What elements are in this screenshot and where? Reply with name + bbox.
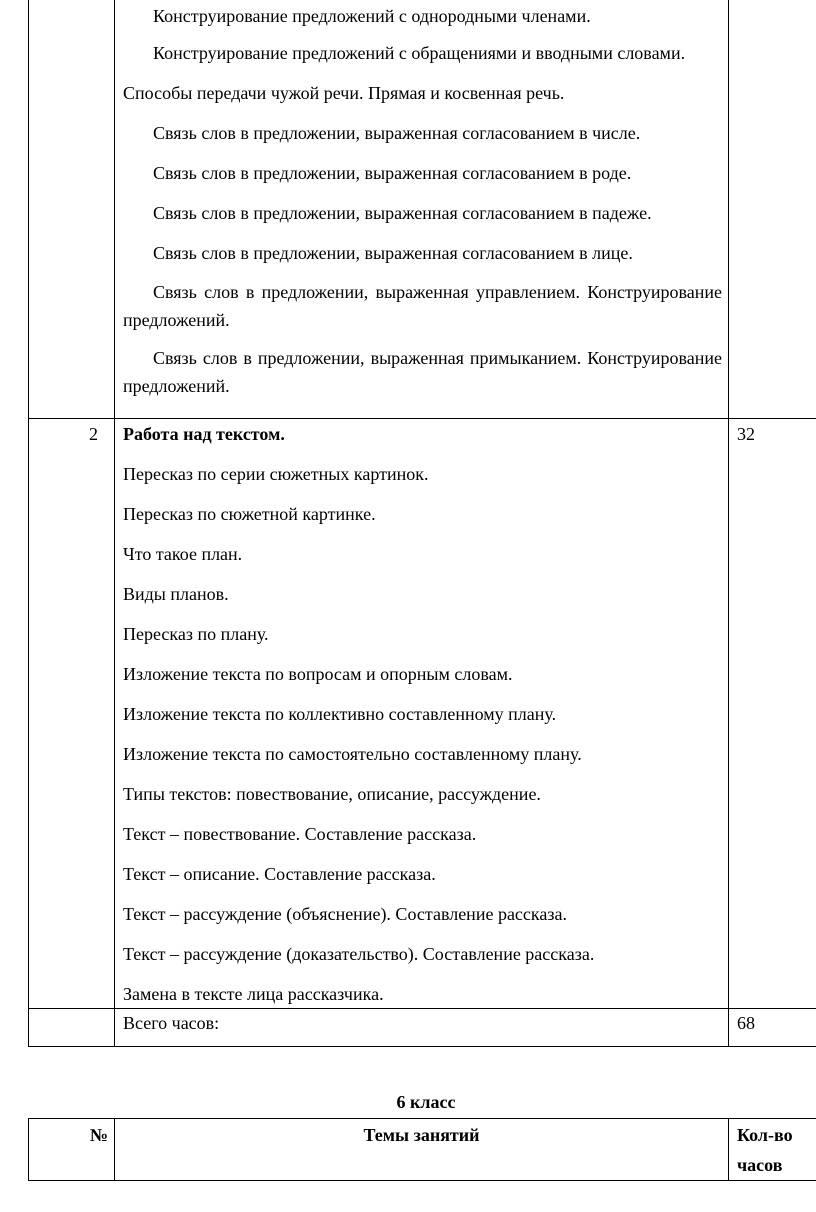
topic-item: Текст – рассуждение (доказательство). Составление рассказа. [123,944,595,964]
topic-item: Что такое план. [123,544,243,564]
topic-item: Изложение текста по коллективно составленному плану. [123,704,557,724]
topic-item: Виды планов. [123,584,229,604]
topics-cell [115,419,729,1009]
number-cell [29,1009,115,1047]
number-header: № [89,1125,108,1145]
table-row [29,0,816,419]
hours-cell [729,0,816,419]
hours-header-line2: часов [737,1155,783,1175]
header-number-cell [29,1119,115,1181]
header-topics-cell [115,1119,729,1181]
hours-cell [729,419,816,1009]
topics-cell [115,0,729,419]
topic-item: Текст – описание. Составление рассказа. [123,864,436,884]
topic-item: Конструирование предложений с однородными членами. [153,6,591,26]
topic-item: Способы передачи чужой речи. Прямая и косвенная речь. [123,83,565,103]
topic-item: Связь слов в предложении, выраженная управлением. Конструирование предложений. [123,282,722,330]
topic-item: Связь слов в предложении, выраженная примыканием. Конструирование предложений. [123,348,722,396]
section-hours: 32 [737,424,755,444]
topic-item: Конструирование предложений с обращениями и вводными словами. [153,43,686,63]
topic-item: Связь слов в предложении, выраженная согласованием в роде. [153,163,632,183]
topic-item: Замена в тексте лица рассказчика. [123,984,384,1004]
grade-table [28,1118,816,1181]
topic-item: Пересказ по серии сюжетных картинок. [123,464,429,484]
total-hours: 68 [737,1013,755,1033]
topic-item: Пересказ по плану. [123,624,269,644]
topic-item: Изложение текста по вопросам и опорным словам. [123,664,513,684]
topics-header: Темы занятий [363,1125,480,1145]
topic-item: Типы текстов: повествование, описание, рассуждение. [123,784,541,804]
header-row [29,1119,816,1181]
section-number: 2 [89,424,98,444]
section-title: Работа над текстом. [123,424,285,444]
hours-header-line1: Кол-во [737,1125,793,1145]
topic-item: Связь слов в предложении, выраженная согласованием в лице. [153,243,633,263]
topic-item: Текст – рассуждение (объяснение). Составление рассказа. [123,904,567,924]
hours-cell [729,1009,816,1047]
topic-item: Текст – повествование. Составление рассказа. [123,824,477,844]
topic-item: Связь слов в предложении, выраженная согласованием в числе. [153,123,641,143]
topic-item: Изложение текста по самостоятельно составленному плану. [123,744,582,764]
header-hours-cell [729,1119,816,1181]
topic-item: Пересказ по сюжетной картинке. [123,504,376,524]
topic-item: Связь слов в предложении, выраженная согласованием в падеже. [153,203,652,223]
grade-heading: 6 класс [396,1092,456,1112]
number-cell [29,419,115,1009]
table-row [29,419,816,1009]
topics-cell [115,1009,729,1047]
total-row [29,1009,816,1047]
total-label: Всего часов: [123,1013,220,1033]
number-cell [29,0,115,419]
curriculum-table [28,0,816,1047]
